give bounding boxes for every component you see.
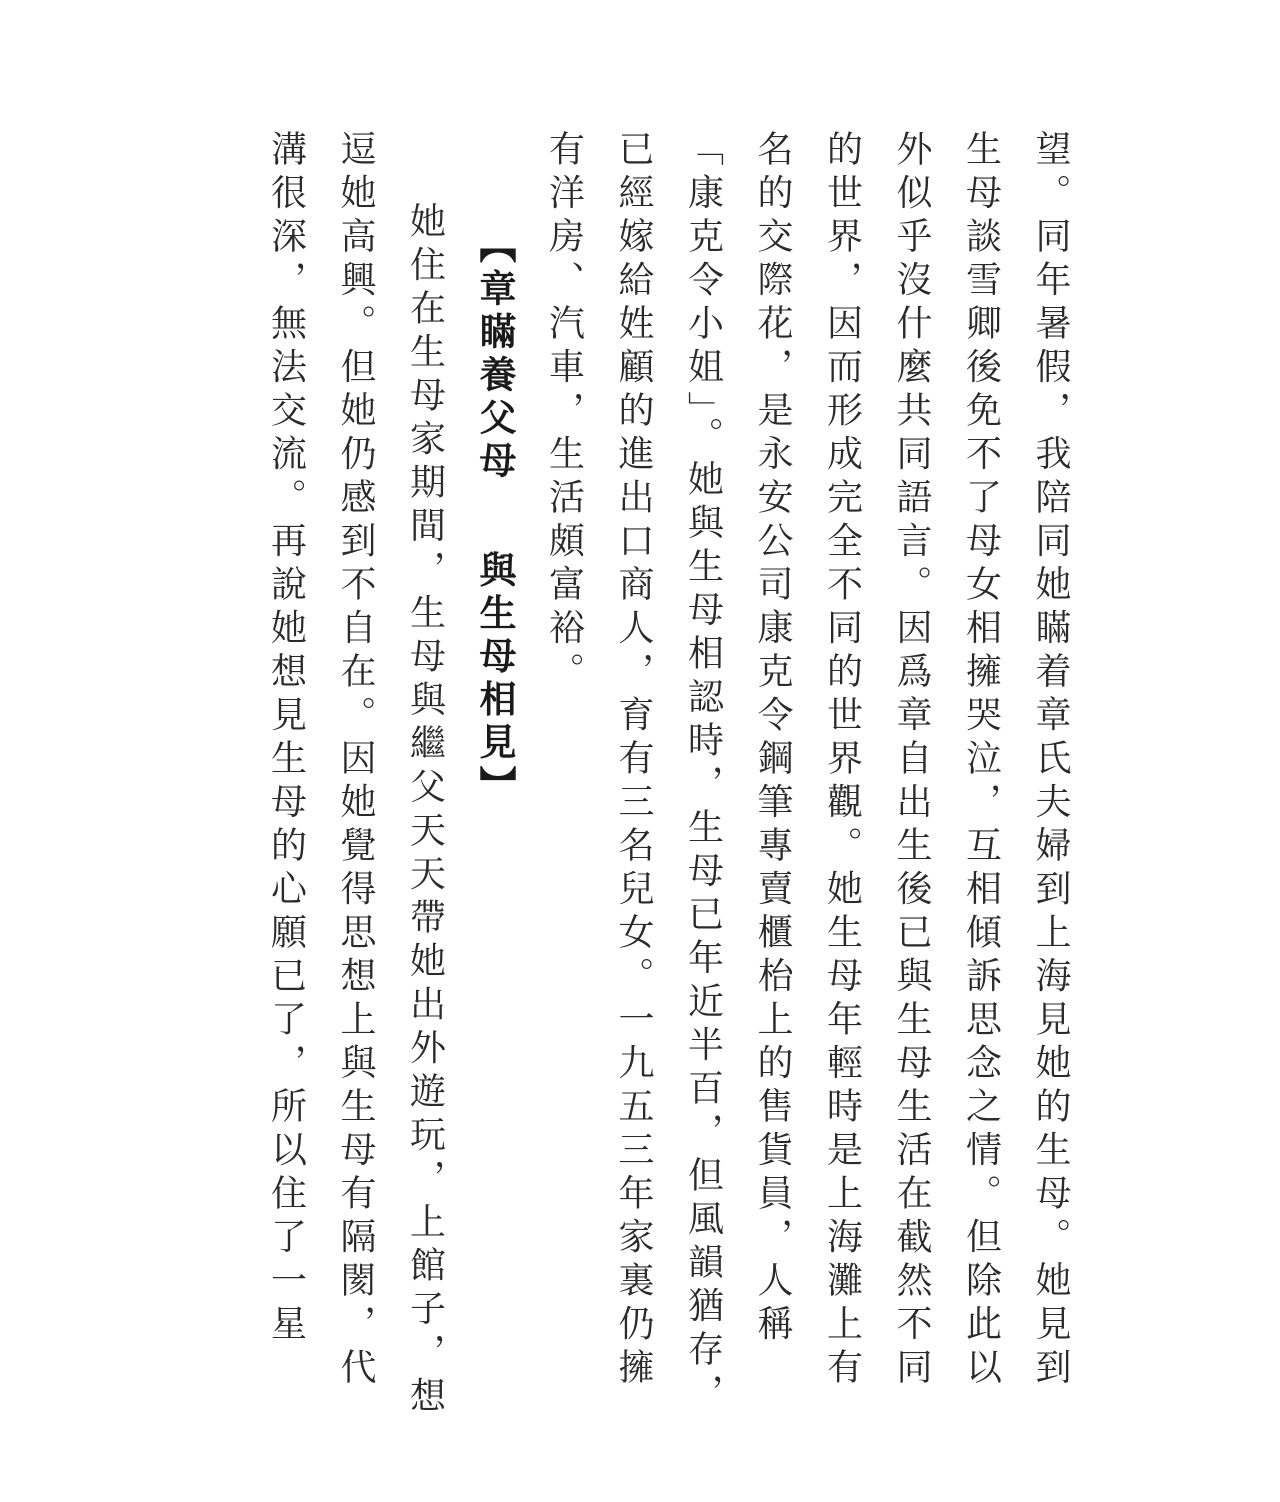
heading-part-1: 章瞞養父母 <box>473 269 517 484</box>
heading-gap <box>477 484 514 551</box>
section-heading <box>460 130 530 1420</box>
paragraph-new: 她住在生母家期間，生母與繼父天天帶她出外遊玩，上館子，想逗她高興。但她仍感到不自在。因她覺得思想上與生母有隔閡，代溝很深，無法交流。再說她想見生母的心願已了，所以住了一星 <box>265 130 446 1420</box>
vertical-text-block <box>251 130 1085 1420</box>
heading-close-bracket: 】 <box>473 765 517 809</box>
paragraph-continued: 望。同年暑假，我陪同她瞞着章氏夫婦到上海見她的生母。她見到生母談雪卿後免不了母女相擁哭泣，互相傾訴思念之情。但除此以外似乎沒什麼共同語言。因爲章自出生後已與生母生活在截然不同的世界，因而形成完全不同的世界觀。她生母年輕時是上海灘上有名的交際花，是永安公司康克令鋼筆專賣櫃枱上的售貨員，人稱「康克令小姐」。她與生母相認時，生母已年近半百，但風韻猶存，已經嫁給姓顧的進出口商人，育有三名兒女。一九五三年家裏仍擁有洋房、汽車，生活頗富裕。 <box>543 130 1071 1417</box>
heading-part-2: 與生母相見 <box>473 550 517 766</box>
heading-open-bracket: 【 <box>473 226 517 269</box>
